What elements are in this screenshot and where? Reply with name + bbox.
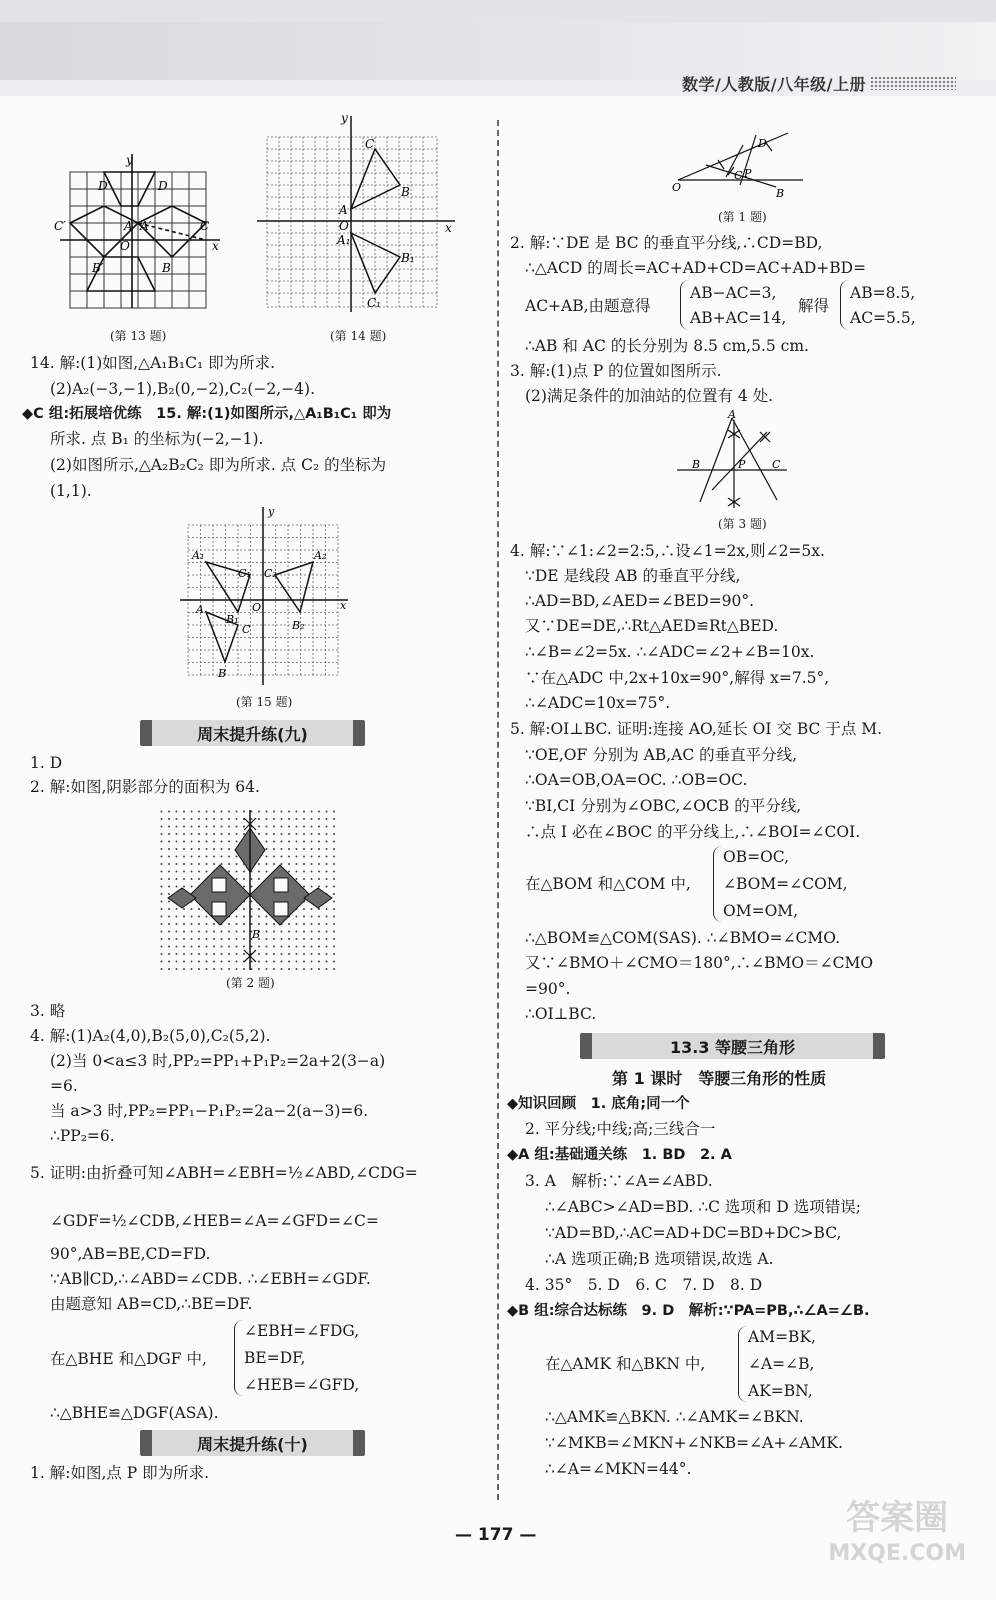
fig15-a2-label: A₂ [314,549,327,562]
fig13-a-label: A [124,219,133,233]
right-line-20: 在△BOM 和△COM 中, [525,875,691,893]
right-line-32: 4. 35° 5. D 6. C 7. D 8. D [525,1276,763,1294]
left-line-14: ∴PP₂=6. [50,1127,115,1145]
right-line-29: ∴∠ABC>∠AD=BD. ∴C 选项和 D 选项错误; [545,1198,861,1216]
watermark-url: MXQE.COM [828,1541,966,1566]
left-line-5: (2)如图所示,△A₂B₂C₂ 即为所求. 点 C₂ 的坐标为 [50,456,387,474]
fig13-dp-label: D′ [98,179,111,193]
right-sys2-2: ∠BOM=∠COM, [723,875,848,893]
caption-fig15: (第 15 题) [236,695,293,709]
fig14-c1-label: C₁ [367,296,381,310]
fig15-b-label: B [218,667,227,680]
fig15-c-label: C [242,623,251,636]
fig15-c2-label: C₂ [264,567,277,580]
left-line-20: 在△BHE 和△DGF 中, [50,1350,207,1368]
right-figure-3 [672,410,792,510]
fig15-a1-label: A₁ [192,549,205,562]
right-sys1-1: AB−AC=3, [690,284,777,302]
caption-fig2: (第 2 题) [226,976,275,990]
left-line-7: 1. D [30,754,63,772]
left-line-6: (1,1). [50,482,92,500]
fig14-y-label: y [341,112,348,125]
fig14-b-label: B [401,185,410,199]
lesson-title: 第 1 课时 等腰三角形的性质 [612,1069,827,1088]
right-line-25: ◆知识回顾 1. 底角;同一个 [507,1096,690,1112]
header-dots-decoration [870,76,956,90]
figure-2 [160,810,340,970]
left-line-15: 5. 证明:由折叠可知∠ABH=∠EBH=½∠ABD,∠CDG= [30,1164,418,1182]
right-line-10: ∴AD=BD,∠AED=∠BED=90°. [525,592,755,610]
rfig1-c-label: C [734,169,743,182]
caption-fig14: (第 14 题) [330,329,387,343]
right-line-28: 3. A 解析:∵∠A=∠ABD. [525,1172,713,1190]
section-banner-9: 周末提升练(九) [140,720,365,746]
fig13-d-label: D [158,179,168,193]
rfig1-o-label: O [672,181,682,194]
fig15-b2-label: B₂ [292,619,305,632]
right-line-5: ∴AB 和 AC 的长分别为 8.5 cm,5.5 cm. [525,337,809,355]
right-system-brace-1b [840,280,849,330]
right-figure-1 [668,125,808,205]
right-system-brace-2 [713,846,722,922]
left-line-4: 所求. 点 B₁ 的坐标为(−2,−1). [50,430,264,448]
right-line-15: 5. 解:OI⊥BC. 证明:连接 AO,延长 OI 交 BC 于点 M. [510,720,883,738]
fig14-a1-label: A₁ [337,233,351,247]
right-line-2: ∴△ACD 的周长=AC+AD+CD=AC+AD+BD= [525,259,867,277]
rfig3-b-label: B [692,458,701,471]
fig15-x-label: x [340,599,347,612]
right-line-1: 2. 解:∵DE 是 BC 的垂直平分线,∴CD=BD, [510,234,823,252]
left-line-3: ◆C 组:拓展培优练 15. 解:(1)如图所示,△A₁B₁C₁ 即为 [22,406,392,422]
left-sys-3: ∠HEB=∠GFD, [244,1376,360,1394]
right-line-11: 又∵DE=DE,∴Rt△AED≌Rt△BED. [525,617,779,635]
fig13-ap-label: A′ [140,219,152,233]
right-line-37: ∴∠A=∠MKN=44°. [545,1460,692,1478]
fig13-x-label: x [212,239,219,253]
left-line-13: 当 a>3 时,PP₂=PP₁−P₁P₂=2a−2(a−3)=6. [50,1102,369,1120]
left-line-21: ∴△BHE≌△DGF(ASA). [50,1404,219,1422]
left-line-22: 1. 解:如图,点 P 即为所求. [30,1464,210,1482]
left-line-2: (2)A₂(−3,−1),B₂(0,−2),C₂(−2,−4). [50,380,315,398]
right-sys3-3: AK=BN, [748,1382,813,1400]
right-sys1b-2: AC=5.5, [850,309,916,327]
fig15-b1-label: B₁ [226,613,239,626]
right-sys3-2: ∠A=∠B, [748,1355,815,1373]
right-sys2-1: OB=OC, [723,848,790,866]
left-line-17: 90°,AB=BE,CD=FD. [50,1245,211,1263]
right-line-17: ∴OA=OB,OA=OC. ∴OB=OC. [525,771,748,789]
left-line-10: 4. 解:(1)A₂(4,0),B₂(5,0),C₂(5,2). [30,1027,271,1045]
figure-13 [50,150,230,325]
right-line-36: ∵∠MKB=∠MKN+∠NKB=∠A+∠AMK. [545,1434,843,1452]
fig15-o-label: O [252,601,262,614]
fig13-c-label: C [200,219,210,233]
fig14-o-label: O [339,219,349,233]
right-line-26: 2. 平分线;中线;高;三线合一 [525,1120,716,1138]
right-sys1-2: AB+AC=14, [690,309,787,327]
right-line-7: (2)满足条件的加油站的位置有 4 处. [525,387,774,405]
right-line-19: ∴点 I 必在∠BOC 的平分线上,∴∠BOI=∠COI. [525,823,861,841]
left-line-19: 由题意知 AB=CD,∴BE=DF. [50,1295,253,1313]
page-number: — 177 — [455,1525,537,1545]
left-line-9: 3. 略 [30,1002,66,1020]
right-line-9: ∵DE 是线段 AB 的垂直平分线, [525,567,741,585]
fig14-b1-label: B₁ [401,251,415,265]
right-line-23: =90°. [525,980,571,998]
right-line-16: ∵OE,OF 分别为 AB,AC 的垂直平分线, [525,746,798,764]
right-line-6: 3. 解:(1)点 P 的位置如图所示. [510,362,722,380]
fig15-c1-label: C₁ [238,567,251,580]
fig14-x-label: x [445,221,452,235]
right-line-31: ∴A 选项正确;B 选项错误,故选 A. [545,1250,774,1268]
rfig1-p-label: P [744,167,752,180]
figure-14 [255,112,465,317]
right-line-33: ◆B 组:综合达标练 9. D 解析:∵PA=PB,∴∠A=∠B. [507,1303,870,1319]
rfig3-a-label: A [728,410,736,421]
left-system-brace [234,1320,243,1396]
right-sys2-3: OM=OM, [723,902,799,920]
right-sys1b-1: AB=8.5, [850,284,916,302]
right-line-18: ∵BI,CI 分别为∠OBC,∠OCB 的平分线, [525,797,802,815]
right-system-brace-1 [680,280,689,330]
fig13-o-label: O [120,239,130,253]
right-line-30: ∵AD=BD,∴AC=AD+DC=BD+DC>BC, [545,1224,842,1242]
left-line-16: ∠GDF=½∠CDB,∠HEB=∠A=∠GFD=∠C= [50,1212,379,1230]
rfig3-c-label: C [772,458,781,471]
fig15-y-label: y [268,505,275,518]
rfig1-d-label: D [758,137,767,150]
column-divider [497,120,499,1500]
right-line-13: ∵在△ADC 中,2x+10x=90°,解得 x=7.5°, [525,669,830,687]
left-sys-2: BE=DF, [244,1349,306,1367]
left-line-8: 2. 解:如图,阴影部分的面积为 64. [30,778,260,796]
right-sys3-1: AM=BK, [748,1328,816,1346]
header-title: 数学/人教版/八年级/上册 [681,75,866,94]
watermark-logo-text: 答案圈 [846,1498,949,1538]
right-line-4: 解得 [798,297,830,315]
right-line-8: 4. 解:∵∠1:∠2=2:5,∴设∠1=2x,则∠2=5x. [510,542,825,560]
fig2-b-label: B [252,928,261,941]
right-line-34: 在△AMK 和△BKN 中, [545,1355,706,1373]
right-line-3: AC+AB,由题意得 [525,297,651,315]
fig13-bp-label: B′ [92,261,104,275]
watermark [828,1500,966,1572]
fig13-cp-label: C′ [54,219,66,233]
right-line-27: ◆A 组:基础通关练 1. BD 2. A [507,1147,732,1163]
right-system-brace-3 [738,1326,747,1402]
caption-right-fig1: (第 1 题) [718,210,767,224]
section-banner-10: 周末提升练(十) [140,1430,365,1456]
right-line-35: ∴△AMK≌△BKN. ∴∠AMK=∠BKN. [545,1408,804,1426]
fig13-y-label: y [126,153,133,167]
figure-15 [178,505,353,690]
left-line-11: (2)当 0<a≤3 时,PP₂=PP₁+P₁P₂=2a+2(3−a) [50,1052,386,1070]
right-line-21: ∴△BOM≌△COM(SAS). ∴∠BMO=∠CMO. [525,929,841,947]
caption-right-fig3: (第 3 题) [718,517,767,531]
section-banner-13-3: 13.3 等腰三角形 [580,1033,885,1059]
rfig3-p-label: P [738,458,746,471]
right-line-12: ∴∠B=∠2=5x. ∴∠ADC=∠2+∠B=10x. [525,643,815,661]
caption-fig13: (第 13 题) [110,329,167,343]
fig13-b-label: B [162,261,171,275]
right-line-24: ∴OI⊥BC. [525,1005,597,1023]
right-line-14: ∴∠ADC=10x=75°. [525,694,671,712]
rfig1-b-label: B [776,187,785,200]
left-line-18: ∵AB∥CD,∴∠ABD=∠CDB. ∴∠EBH=∠GDF. [50,1270,371,1288]
fig15-a-label: A [196,603,204,616]
left-line-12: =6. [50,1077,78,1095]
fig14-a-label: A [339,203,348,217]
left-sys-1: ∠EBH=∠FDG, [244,1322,360,1340]
left-line-1: 14. 解:(1)如图,△A₁B₁C₁ 即为所求. [30,354,276,372]
fig14-c-label: C [365,137,375,151]
right-line-22: 又∵∠BMO＋∠CMO＝180°,∴∠BMO＝∠CMO [525,954,874,972]
